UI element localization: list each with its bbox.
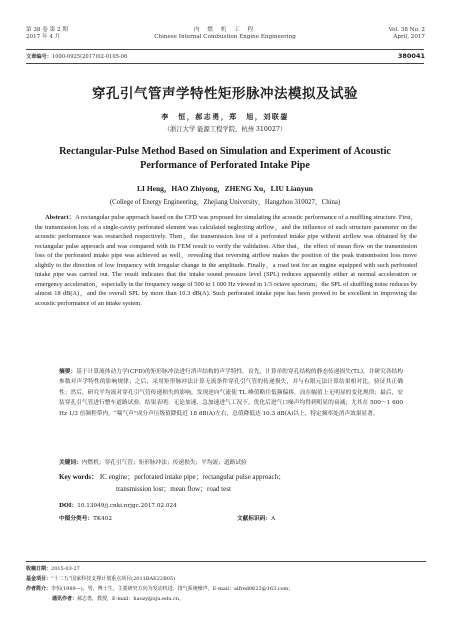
title-zh: 穿孔引气管声学特性矩形脉冲法模拟及试验 [92,86,358,102]
corresponding-label: 通讯作者： [52,596,78,602]
fund-label: 基金项目： [26,576,52,582]
keywords-en-line-1: IC engine；perforated intake pipe；rectangular pulse approach； [99,473,286,481]
journal-name-en: Chinese Internal Combustion Engine Engineering [154,34,296,40]
document-code [237,513,275,522]
abstract-en-text: A rectangular pulse approach based on the CFD was proposed for simulating the acoustic performance of a muffling structure. First，the transmission loss of a single-cavity perforated element was calculated neglecting airflow，and the influence of each structure parameter on the acoustic performance was researched respectively. Then，the transmission loss of a perforated intake pipe without airflow was obtained by the rectangular pulse approach and was compared with its FEM result to verify the validation. After that，the effect of mean flow on the transmission loss of the perforated intake pipe was achieved as well，revealing that reversing airflow makes the position of the peak transmission loss move slightly to the direction of low frequency with irregular change in the amplitude. Finally，a road test for an engine equipped with such perforated intake pipe was carried out. The result indicates that the intake sound pressure level (SPL) reduces apparently either at normal acceleration or emergency acceleration，especially in the frequency range of 500 to 1 600 Hz viewed in 1/3 octave spectrum；the SPL of shuffling noise reduces by almost 18 dB(A)，and the overall SPL by more than 10.3 dB(A). Such perforated intake pipe has been proved to be excellent in improving the acoustic performance of an intake system. [35,214,417,307]
footnote-corresponding [26,596,450,603]
received-date: 2015-03-27 [51,566,80,572]
doi-value: 10.13949/j.cnki.nrjgc.2017.02.024 [77,503,177,509]
footnote-author [26,586,426,593]
abstract-zh-text: 基于计算流体动力学(CFD)的矩形脉冲法进行消声结构的声学特性。首先，计算单腔穿孔结构的静态传递损失(TL)，并研究各结构参数对声学特性的影响规律；之后，采用矩形脉冲法计算无流条件穿孔引气管的传递损失，并与有限元法计算结果相对比，验证其正确性；然后，研究平均流对穿孔引气管传递损失的影响，发现逆向气流使 TL 峰值略往低频偏移，而在幅值上无明显的变化规律；最后，安装穿孔引气管进行整车道路试验。结果表明：无论加速、急加速进气工况下，优化后进气口噪声均得到明显的衰减；尤其在 500～1 600 Hz 1/3 倍频程带内，“喘气声”成分声压级值降低近 18 dB(A)左右，总值降低达 10.3 dB(A)以上，特定频率处消声效果显著。 [59,369,403,417]
volume-issue: 第 38 卷 第 2 期 [26,27,68,33]
clc-label: 中图分类号： [59,516,94,522]
keywords-zh-label: 关键词： [59,460,82,466]
header-rule [26,49,424,50]
article-number-value: 1000-0925(2017)02-0105-06 [51,54,128,60]
title-en-line-1: Rectangular-Pulse Method Based on Simulation and Experiment of Acoustic [59,146,391,157]
clc-number [59,513,112,522]
footnote-fund [26,576,426,583]
fund-text: “十二五”国家科技支撑计划重点项目(2011BAE22B05) [51,576,176,582]
author-label: 作者简介： [26,586,52,592]
footnote-rule [26,561,426,562]
keywords-en-line-2: transmission lost；mean flow；road test [116,484,231,493]
title-en [40,145,410,173]
keywords-zh [59,458,403,468]
doi-label: DOI： [59,503,78,509]
article-id: 380041 [397,52,425,60]
abstract-zh [59,367,403,419]
affiliation-en: (College of Energy Engineering，Zhejiang University，Hangzhou 310027，China) [109,199,341,206]
title-en-line-2: Performance of Perforated Intake Pipe [140,160,310,171]
document-code-value: A [271,516,276,522]
article-number-label: 文章编号： [26,54,52,60]
authors-zh: 李 恒，郝志勇，郑 旭，刘联鋆 [161,112,289,121]
header-rule-lower [26,63,424,64]
corresponding-text: 郝志勇，教授，E-mail：haozy@zju.edu.cn。 [77,596,185,602]
abstract-zh-label: 摘要： [59,369,77,375]
abstract-en-label: Abstract： [45,214,76,221]
author-text: 李恒(1989—)，男，博士生，主要研究方向为发动机进、排气系统噪声，E-mail：alfred0622@163.com； [51,586,294,592]
abstract-en [35,213,417,308]
keywords-zh-text: 内燃机；穿孔引气管；矩形脉冲法；传递损失；平均流；道路试验 [81,460,247,466]
journal-volume-info-en [389,27,425,41]
publication-date-zh: 2017 年 4 月 [26,34,61,40]
received-label: 收稿日期： [26,566,52,572]
publication-date-en: April, 2017 [393,34,425,40]
journal-name-zh: 内 燃 机 工 程 [193,27,257,33]
keywords-en-label: Key words： [59,473,99,481]
journal-name [0,27,450,41]
footnote-received [26,566,426,573]
article-number [26,53,127,60]
affiliation-zh: （浙江大学 能源工程学院，杭州 310027） [163,126,287,133]
keywords-en [59,472,403,495]
clc-value: TK402 [93,516,113,522]
volume-issue-en: Vol. 38 No. 2 [388,27,425,33]
document-code-label: 文献标识码： [237,516,272,522]
authors-en: LI Heng，HAO Zhiyong，ZHENG Xu，LIU Lianyun [137,184,313,193]
doi [59,500,177,509]
